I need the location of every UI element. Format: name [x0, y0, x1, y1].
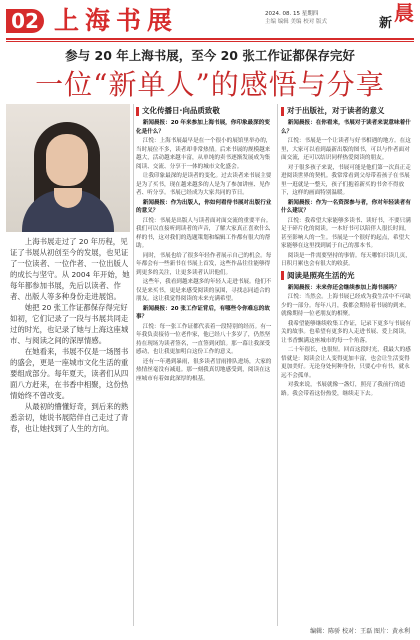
body-paragraph: 江悦：书展是出版人与读者面对面交流的重要平台。我们可以直接听到读者的声音，了解大家真正喜欢什么样的书，这对我们的选题策划和编辑工作都有很大的帮助。 — [136, 217, 272, 249]
photo-caption — [10, 236, 130, 434]
issue-date: 2024. 08. 15 星期四 — [265, 11, 319, 17]
interview-question: 新闻晨报：20 年来参加上海书展，你印象最深的变化是什么？ — [136, 120, 270, 135]
logo-main: 晨 — [394, 1, 414, 25]
interview-question: 新闻晨报：未来你还会继续参加上海书展吗？ — [287, 284, 400, 291]
page-footer: 编辑：陈骄 校对：王磊 图片：黄永利 — [310, 628, 410, 635]
column-b-body-2 — [281, 284, 414, 399]
column-divider — [133, 104, 134, 626]
section-heading: 阅读是照亮生活的光 — [281, 271, 414, 281]
header-rule — [6, 38, 414, 40]
section-title: 上海书展 — [54, 6, 179, 35]
interview-question: 新闻晨报：作为一名资深参与者，你对年轻读者有什么建议？ — [281, 199, 411, 214]
interview-question: 新闻晨报：在你看来，书展对于读者来说意味着什么？ — [281, 120, 411, 135]
body-paragraph: 还有一年遇到暴雨，很多读者冒雨排队进场，大家的热情丝毫没有减退。那一刻我真切地感受到，阅读在这座城市有着如此深厚的根基。 — [136, 358, 272, 382]
body-paragraph: 让我印象最深的是读者的变化。过去读者来书展主要是为了买书，现在越来越多的人是为了参加讲座、见作者、听分享。书展已经成为大家共同的节日。 — [136, 173, 272, 196]
body-paragraph: 我希望能够继续收集工作证，记录下更多与书展有关的故事。也希望有更多的人走进书展、爱上阅读，让书香飘满这座城市的每一个角落。 — [281, 320, 411, 344]
heading-bar-icon — [136, 107, 139, 116]
body-paragraph: 对于很多孩子来说，书展可能是他们第一次真正走进阅读世界的契机。我常常看到父母带着孩子在书展里一逛就是一整天，孩子们抱着新买的书舍不得放下，这样的画面特别温暖。 — [281, 164, 411, 196]
section-number: 02 — [6, 9, 44, 33]
caption-paragraph: 在她看来，书展不仅是一场图书的盛会，更是一座城市文化生活的重要组成部分。每年夏天，读者们从四面八方赶来，在书香中相聚，这份热情始终不曾改变。 — [10, 347, 129, 400]
article-subhead: 参与 20 年上海书展，至今 20 张工作证都保存完好 — [65, 48, 355, 63]
interview-question: 新闻晨报：作为出版人，你如何看待书展对出版行业的意义？ — [136, 199, 272, 214]
heading-bar-icon — [281, 271, 284, 280]
heading-bar-icon — [281, 107, 284, 116]
portrait-photo — [6, 104, 130, 232]
header-rule-thin — [6, 41, 414, 42]
section-heading: 文化传播日·向品质致敬 — [136, 106, 273, 116]
caption-paragraph: 上海书展走过了 20 年历程，见证了书展从初创至今的发展，也见证了一位读者、一位作者、一位出版人的成长与坚守。从 2004 年开始，她每年都参加书展，先后以读者、作者、出版人等多种身份走进展馆。 — [10, 237, 130, 301]
body-paragraph: 对我来说，书展就像一盏灯，照亮了我前行的道路。我会带着这份热爱，继续走下去。 — [281, 382, 406, 397]
body-paragraph: 江悦：每一张工作证都代表着一段特别的经历。有一年我负责接待一位老作家，他已经八十多岁了，仍然坚持在现场为读者签名，一直签到闭馆。那一幕让我深受感动，也让我更加明白这份工作的意义。 — [136, 323, 272, 355]
body-paragraph: 这些年，我看到越来越多的年轻人走进书展。他们不仅是来买书，更是来感受阅读的氛围，寻找志同道合的朋友。这让我觉得阅读的未来充满希望。 — [136, 279, 272, 302]
column-b-body — [281, 119, 414, 269]
body-paragraph: 江悦：书展是一个让读者与好书相遇的地方。在这里，大家可以看到最新出版的图书，可以与作者面对面交流，还可以结识同样热爱阅读的朋友。 — [281, 138, 411, 161]
body-paragraph: 江悦：当然会。上海书展已经成为我生活中不可缺少的一部分。每年八月，我都会期待着书展的到来，就像期待一位老朋友的相聚。 — [281, 294, 411, 317]
page-header — [0, 0, 420, 40]
caption-paragraph: 她把 20 张工作证都保存得完好如初，它们记录了一段与书展共同走过的时光，也记录了她与上海这座城市、与阅读之间的深厚情感。 — [10, 303, 129, 345]
interview-question: 新闻晨报：20 张工作证背后，有哪些令你难忘的故事？ — [136, 305, 270, 320]
body-paragraph: 二十年很长，也很短。回首这段时光，我最大的感悟就是：阅读会让人变得更加丰富，也会让生活变得更加美好。无论身处何种身份，只要心中有书，就永远不会孤单。 — [281, 347, 411, 379]
article-column-b — [281, 104, 414, 399]
body-paragraph: 同时，书展也给了很多年轻作者展示自己的机会。每年都会有一些新书在书展上首发，这些作品往往能够得到更多的关注，让更多读者认识他们。 — [136, 252, 272, 276]
body-paragraph: 江悦：上海书展最早是在一个很小的展馆里举办的，当时展位不多，读者却非常热情。后来书展的规模越来越大，活动越来越丰富，从单纯的卖书逐渐发展成为集阅读、交流、分享于一体的城市文化盛会。 — [136, 138, 272, 170]
article-headline: 一位“新单人”的感悟与分享 — [35, 68, 385, 101]
article-column-a — [136, 104, 273, 384]
logo-sub: 新 — [378, 16, 392, 31]
section-heading: 对于出版社，对于读者的意义 — [281, 106, 414, 116]
body-paragraph: 江悦：我希望大家能够多读书、读好书，不要只满足于碎片化的阅读。一本好书可以陪伴人很长时间，甚至影响人的一生。书展是一个很好的起点，希望大家能够在这里找到属于自己的那本书。 — [281, 217, 411, 249]
body-paragraph: 阅读是一件需要坚持的事情。每天哪怕只读几页，日积月累也会有很大的收获。 — [281, 252, 411, 267]
newspaper-logo — [362, 1, 414, 36]
editorial-credits: 主编 编辑 美编 校对 版式 — [265, 19, 327, 25]
column-divider — [277, 104, 278, 626]
caption-paragraph: 从最初的懵懂好奇，到后来的熟悉亲切，她说书展陪伴自己走过了青春，也让她找到了人生的方向。 — [10, 402, 129, 433]
column-a-body — [136, 119, 273, 383]
